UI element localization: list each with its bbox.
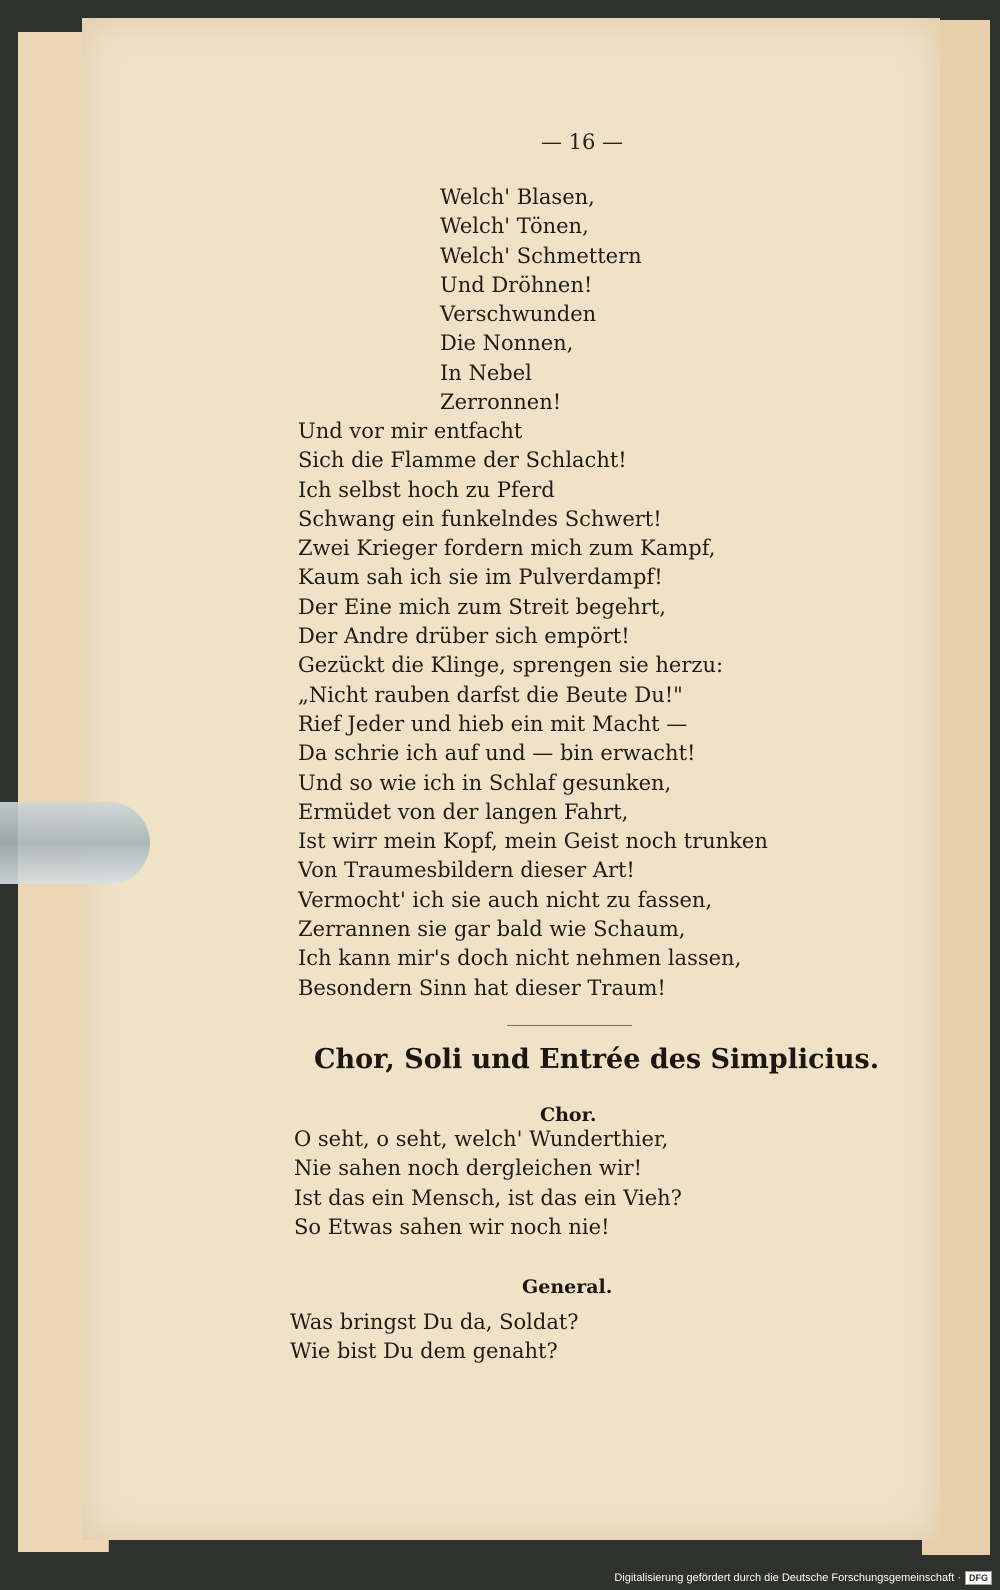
verse-general <box>290 1308 579 1367</box>
verse-line: Ermüdet von der langen Fahrt, <box>298 799 629 824</box>
verse-line: Welch' Blasen, <box>440 185 595 209</box>
verse-line: Welch' Tönen, <box>440 214 589 239</box>
page-number: — 16 — <box>540 130 624 154</box>
verse-line: „Nicht rauben darfst die Beute Du!" <box>298 682 683 707</box>
verse-line: Rief Jeder und hieb ein mit Macht — <box>298 711 688 736</box>
verse-line: Kaum sah ich sie im Pulverdampf! <box>298 565 663 590</box>
footer-text: Digitalisierung gefördert durch die Deutsche Forschungsgemeinschaft · <box>614 1572 961 1584</box>
verse-line: Was bringst Du da, Soldat? <box>290 1310 579 1334</box>
verse-line: Welch' Schmettern <box>440 243 642 268</box>
dfg-logo-icon: DFG <box>965 1571 992 1585</box>
verse-line: Und vor mir entfacht <box>298 419 523 443</box>
verse-line: Nie sahen noch dergleichen wir! <box>294 1156 643 1181</box>
verse-line: So Etwas sahen wir noch nie! <box>294 1214 610 1239</box>
verse-line: Zerrannen sie gar bald wie Schaum, <box>298 917 686 942</box>
verse-line: Und Dröhnen! <box>440 272 593 297</box>
digitization-footer <box>614 1570 992 1586</box>
speaker-chor: Chor. <box>540 1104 597 1126</box>
verse-line: Die Nonnen, <box>440 331 574 356</box>
bookmark-clip <box>0 802 150 884</box>
verse-line: Wie bist Du dem genaht? <box>290 1339 558 1364</box>
verse-line: Und so wie ich in Schlaf gesunken, <box>298 770 672 795</box>
verse-line: Gezückt die Klinge, sprengen sie herzu: <box>298 653 724 678</box>
book-page <box>82 18 940 1540</box>
verse-line: In Nebel <box>440 360 532 385</box>
section-divider <box>507 1025 632 1026</box>
verse-line: O seht, o seht, welch' Wunderthier, <box>294 1127 669 1151</box>
speaker-general: General. <box>522 1276 613 1298</box>
verse-line: Da schrie ich auf und — bin erwacht! <box>298 741 696 766</box>
verse-line: Schwang ein funkelndes Schwert! <box>298 506 662 531</box>
verse-line: Von Traumesbildern dieser Art! <box>298 858 635 883</box>
verse-line: Der Eine mich zum Streit begehrt, <box>298 594 666 619</box>
verse-line: Zerronnen! <box>440 390 562 415</box>
verse-line: Sich die Flamme der Schlacht! <box>298 448 627 473</box>
verse-main <box>298 417 768 1003</box>
verse-line: Verschwunden <box>440 302 597 327</box>
verse-line: Vermocht' ich sie auch nicht zu fassen, <box>298 887 713 912</box>
verse-indented <box>440 183 642 417</box>
verse-chor <box>294 1125 682 1242</box>
verse-line: Ich selbst hoch zu Pferd <box>298 477 555 502</box>
section-heading: Chor, Soli und Entrée des Simplicius. <box>314 1044 880 1075</box>
verse-line: Ich kann mir's doch nicht nehmen lassen, <box>298 946 742 971</box>
verse-line: Der Andre drüber sich empört! <box>298 624 630 649</box>
verse-line: Besondern Sinn hat dieser Traum! <box>298 975 666 1000</box>
verse-line: Zwei Krieger fordern mich zum Kampf, <box>298 536 716 561</box>
verse-line: Ist das ein Mensch, ist das ein Vieh? <box>294 1185 682 1210</box>
verse-line: Ist wirr mein Kopf, mein Geist noch trunken <box>298 829 768 854</box>
